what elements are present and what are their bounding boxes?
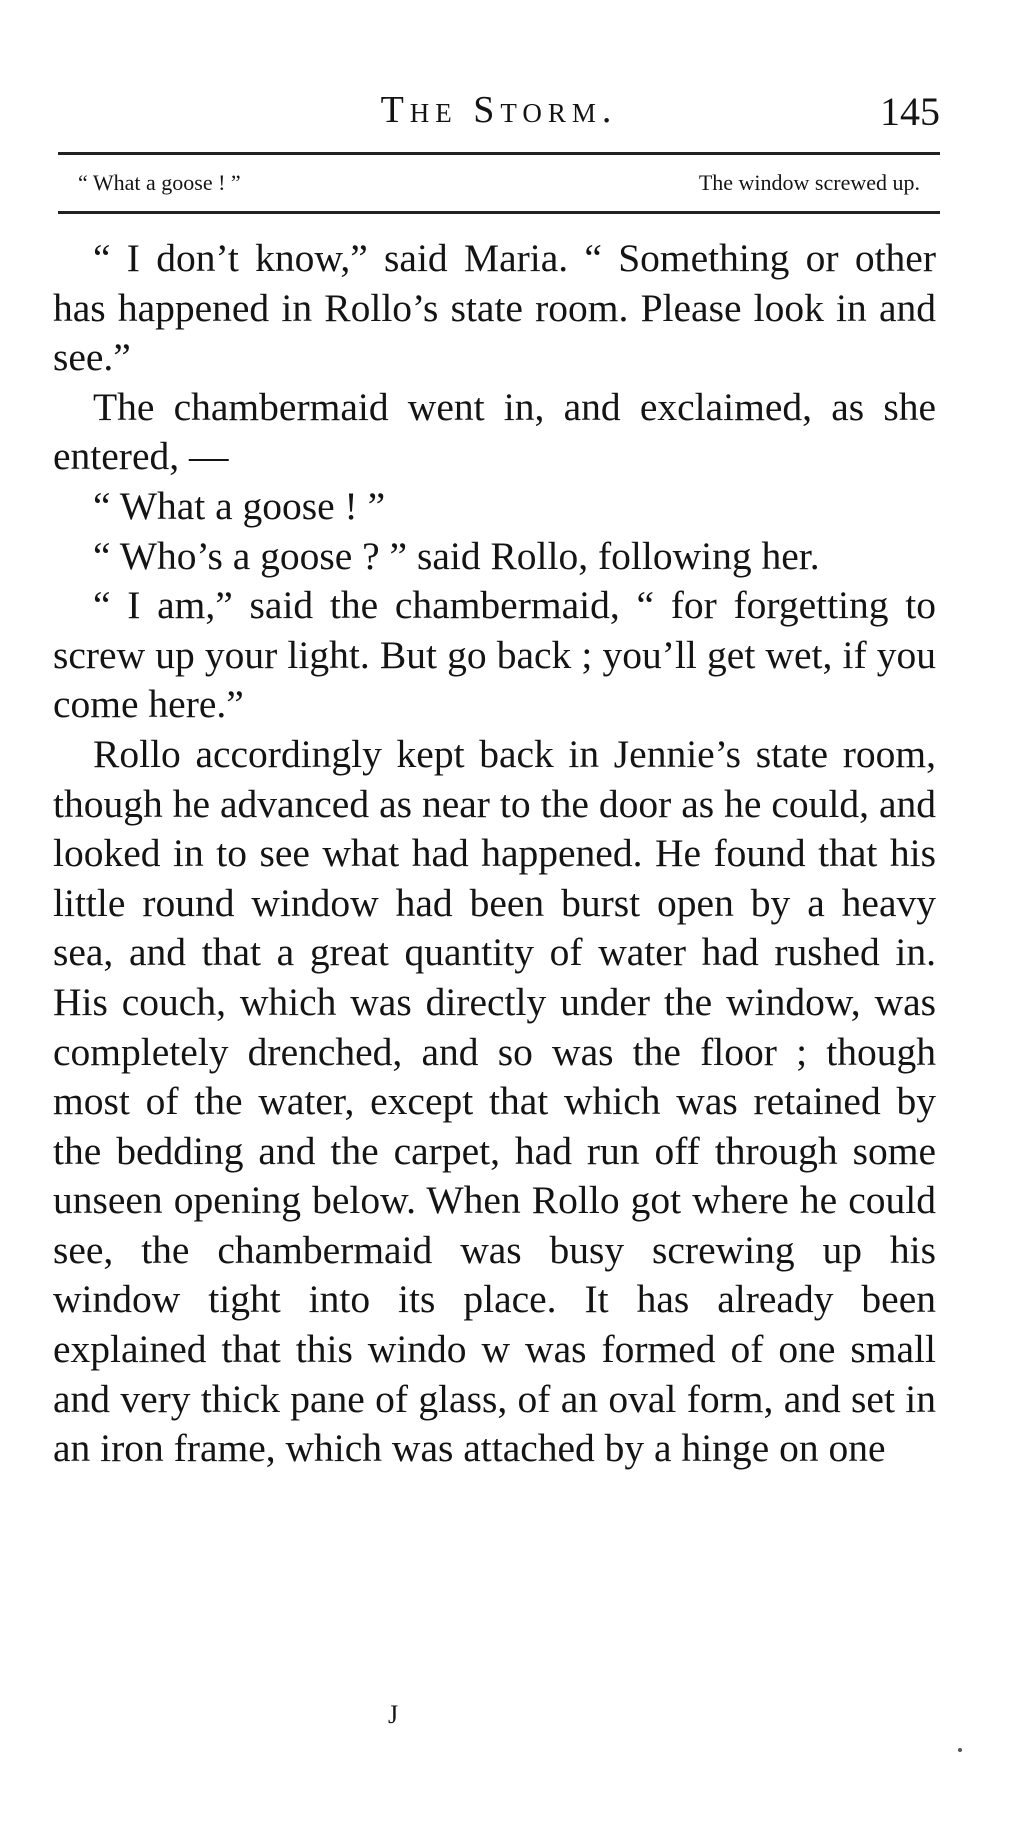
catchword-right: The window screwed up.	[698, 170, 920, 195]
running-head	[58, 88, 940, 138]
catchwords-line	[58, 164, 940, 200]
paragraph-5: “ I am,” said the chambermaid, “ for forgetting to screw up your light. But go back ; you’ll get wet, if you come here.”	[53, 583, 936, 727]
paragraph-4: “ Who’s a goose ? ” said Rollo, following her.	[93, 533, 820, 578]
page-number: 145	[880, 89, 940, 134]
header-rule-top	[58, 152, 940, 155]
paragraph-3: “ What a goose ! ”	[93, 483, 386, 528]
catchword-left: “ What a goose ! ”	[78, 170, 241, 195]
running-title: The Storm.	[380, 89, 618, 131]
paragraph-1: “ I don’t know,” said Maria. “ Something or other has happened in Rollo’s state room. Please look in and see.”	[53, 236, 936, 380]
signature-mark: J	[388, 1700, 399, 1729]
header-rule-bottom	[58, 211, 940, 214]
ink-speck	[958, 1748, 962, 1752]
body-text	[53, 234, 936, 1474]
paragraph-2: The chambermaid went in, and exclaimed, as she entered, —	[53, 384, 936, 479]
paragraph-6: Rollo accordingly kept back in Jennie’s state room, though he advanced as near to the door as he could, and looked in to see what had happened. He found that his little round window had been burst open by a heavy sea, and that a great quantity of water had rushed in. His couch, which was directly under the window, was completely drenched, and so was the floor ; though most of the water, except that which was retained by the bedding and the carpet, had run off through some unseen opening below. When Rollo got where he could see, the chambermaid was busy screwing up his window tight into its place. It has already been explained that this windo w was formed of one small and very thick pane of glass, of an oval form, and set in an iron frame, which was attached by a hinge on one	[53, 731, 936, 1471]
